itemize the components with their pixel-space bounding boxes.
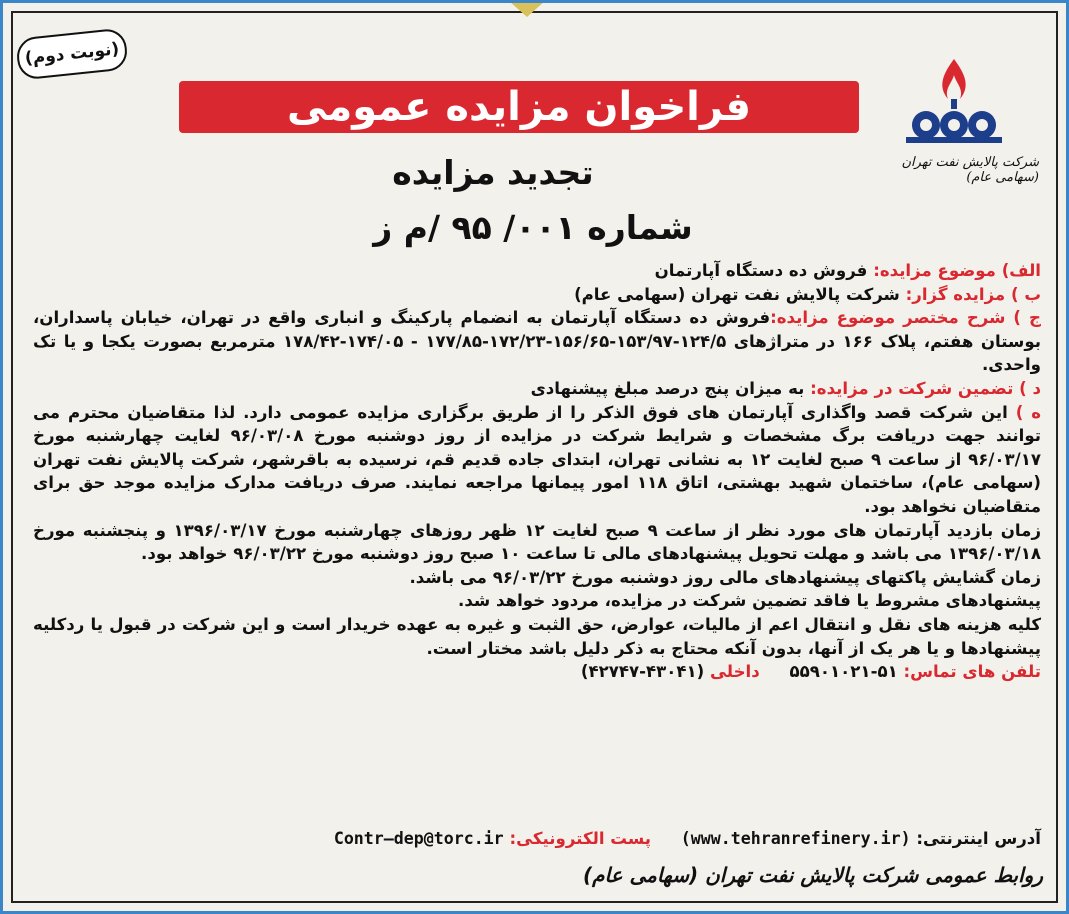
logo-caption: شرکت پالایش نفت تهران (سهامی عام) xyxy=(901,155,1039,185)
item-subject: الف) موضوع مزایده: فروش ده دستگاه آپارتمان xyxy=(654,261,1041,280)
company-logo xyxy=(869,53,1039,193)
ext-value: (۴۳۰۴۱-۴۲۷۴۷) xyxy=(580,662,705,682)
address-line xyxy=(33,829,1041,848)
auction-number: شماره ۰۰۱/ ۹۵ /م ز xyxy=(373,208,693,247)
web-label: آدرس اینترنتی: xyxy=(916,829,1041,848)
item-conditions: ه ) این شرکت قصد واگذاری آپارتمان های فوق الذکر را از طریق برگزاری مزایده عمومی دارد. لذا متقاضیان محترم می توانند جهت دریافت برگ مشخصات و شرایط شرکت در مزایده از روز دوشنبه مورخ ۹۶/۰۳/۰۸ لغایت چهارشنبه مورخ ۹۶/۰۳/۱۷ از ساعت ۹ صبح لغایت ۱۲ به نشانی تهران، ابتدای جاده قدیم قم، نرسیده به باقرشهر، شرکت پالایش نفت تهران (سهامی عام)، ساختمان شهید بهشتی، اتاق ۱۱۸ امور پیمانها مراجعه نمایند. صرف دریافت مدارک مزایده موجد حق برای متقاضیان نخواهد بود. xyxy=(33,402,1041,516)
subtitle: تجدید مزایده xyxy=(392,153,594,192)
costs-paragraph: کلیه هزینه های نقل و انتقال اعم از مالیات، عوارض، حق الثبت و غیره به عهده خریدار است و این شرکت در قبول یا ردکلیه پیشنهادها و یا هر یک از آنها، بدون آنکه محتاج به ذکر دلیل باشد مختار است. xyxy=(33,614,1041,658)
web-link[interactable]: (www.tehranrefinery.ir) xyxy=(680,829,911,848)
body-text xyxy=(33,259,1041,684)
title-banner xyxy=(179,81,859,133)
rejection-paragraph: پیشنهادهای مشروط یا فاقد تضمین شرکت در مزایده، مردود خواهد شد. xyxy=(458,591,1041,611)
phone-value: ۵۱-۵۵۹۰۱۰۲۱ xyxy=(789,662,898,682)
refinery-flame-logo-icon xyxy=(894,53,1014,153)
phone-line xyxy=(33,660,1041,684)
phone-label: تلفن های تماس: xyxy=(903,662,1041,682)
visit-time-paragraph: زمان بازدید آپارتمان های مورد نظر از ساعت ۹ صبح لغایت ۱۲ ظهر روزهای چهارشنبه مورخ ۱۳۹۶/۰۳/۱۷ و پنجشنبه مورخ ۱۳۹۶/۰۳/۱۸ می باشد و مهلت تحویل پیشنهادهای مالی تا ساعت ۱۰ صبح روز دوشنبه مورخ ۹۶/۰۳/۲۲ خواهد بود. xyxy=(33,520,1041,564)
item-description: ج ) شرح مختصر موضوع مزایده:فروش ده دستگاه آپارتمان به انضمام پارکینگ و انباری واقع در تهران، خیابان پاسداران، بوستان هفتم، پلاک ۱۶۶ در متراژهای ۱۲۴/۵-۱۵۳/۹۷-۱۵۶/۶۵-۱۷۲/۲۳-۱۷۷/۸۵ - ۱۷۴/۰۵-۱۷۸/۴۲ مترمربع بصورت یکجا و یا تک واحدی. xyxy=(33,308,1041,375)
banner-title: فراخوان مزایده عمومی xyxy=(287,84,751,130)
top-notch-decoration xyxy=(509,1,545,17)
item-guarantee: د ) تضمین شرکت در مزایده: به میزان پنج درصد مبلغ پیشنهادی xyxy=(530,378,1041,398)
item-organizer: ب ) مزایده گزار: شرکت پالایش نفت تهران (سهامی عام) xyxy=(574,284,1041,304)
public-relations-signature: روابط عمومی شرکت پالایش نفت تهران (سهامی عام) xyxy=(583,863,1043,887)
opening-time-paragraph: زمان گشایش پاکتهای پیشنهادهای مالی روز دوشنبه مورخ ۹۶/۰۳/۲۲ می باشد. xyxy=(409,567,1041,587)
ext-label: داخلی xyxy=(710,662,760,682)
email-label: پست الکترونیکی: xyxy=(509,829,651,848)
round-badge: (نوبت دوم) xyxy=(15,27,129,80)
email-link[interactable]: Contr–dep@torc.ir xyxy=(333,829,504,848)
